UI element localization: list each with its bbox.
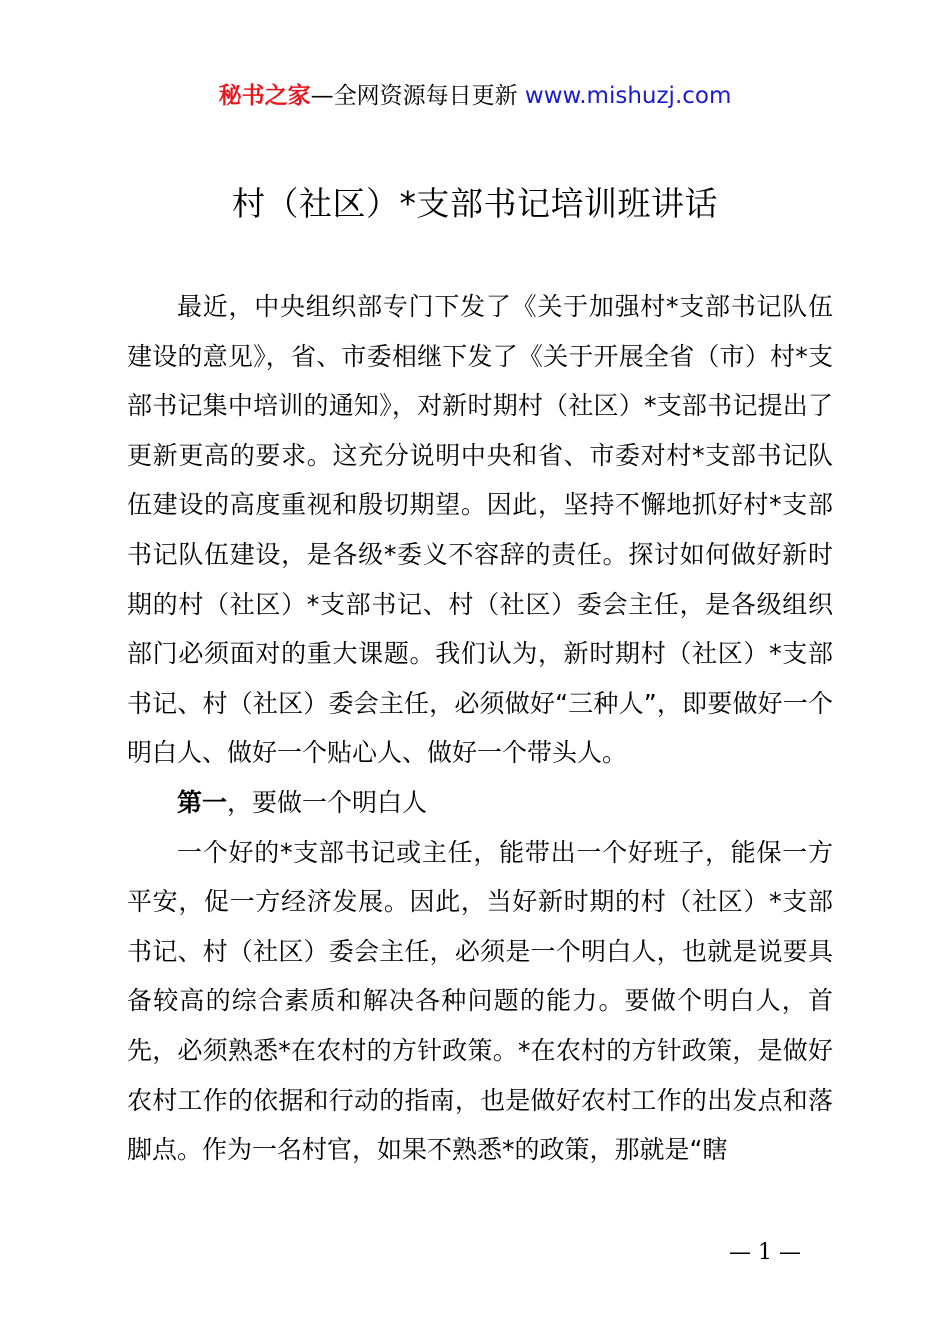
page-number: — 1 — bbox=[729, 1240, 801, 1265]
site-tagline: —全网资源每日更新 bbox=[310, 83, 518, 109]
document-title: 村（社区）*支部书记培训班讲话 bbox=[232, 184, 718, 223]
paragraph-section-one: 一个好的*支部书记或主任，能带出一个好班子，能保一方平安，促一方经济发展。因此，当好新时期的村（社区）*支部书记、村（社区）委会主任，必须是一个明白人，也就是说要具备较高的综合素质和解决各种问题的能力。要做个明白人，首先，必须熟悉*在农村的方针政策。*在农村的方针政策，是做好农村工作的依据和行动的指南，也是做好农村工作的出发点和落脚点。作为一名村官，如果不熟悉*的政策，那就是“瞎 bbox=[127, 837, 833, 1165]
site-url[interactable]: www.mishuzj.com bbox=[524, 83, 732, 109]
section-heading-text: ，要做一个明白人 bbox=[227, 787, 428, 817]
section-heading-number: 第一 bbox=[177, 787, 228, 817]
site-brand: 秘书之家 bbox=[218, 83, 311, 109]
document-body bbox=[127, 282, 833, 1175]
paragraph-intro: 最近，中央组织部专门下发了《关于加强村*支部书记队伍建设的意见》，省、市委相继下发了《关于开展全省（市）村*支部书记集中培训的通知》，对新时期村（社区）*支部书记提出了更新更高的要求。这充分说明中央和省、市委对村*支部书记队伍建设的高度重视和殷切期望。因此，坚持不懈地抓好村*支部书记队伍建设，是各级*委义不容辞的责任。探讨如何做好新时期的村（社区）*支部书记、村（社区）委会主任，是各级组织部门必须面对的重大课题。我们认为，新时期村（社区）*支部书记、村（社区）委会主任，必须做好“三种人”，即要做好一个明白人、做好一个贴心人、做好一个带头人。 bbox=[127, 292, 833, 768]
section-heading bbox=[127, 778, 833, 828]
site-header bbox=[0, 80, 950, 112]
